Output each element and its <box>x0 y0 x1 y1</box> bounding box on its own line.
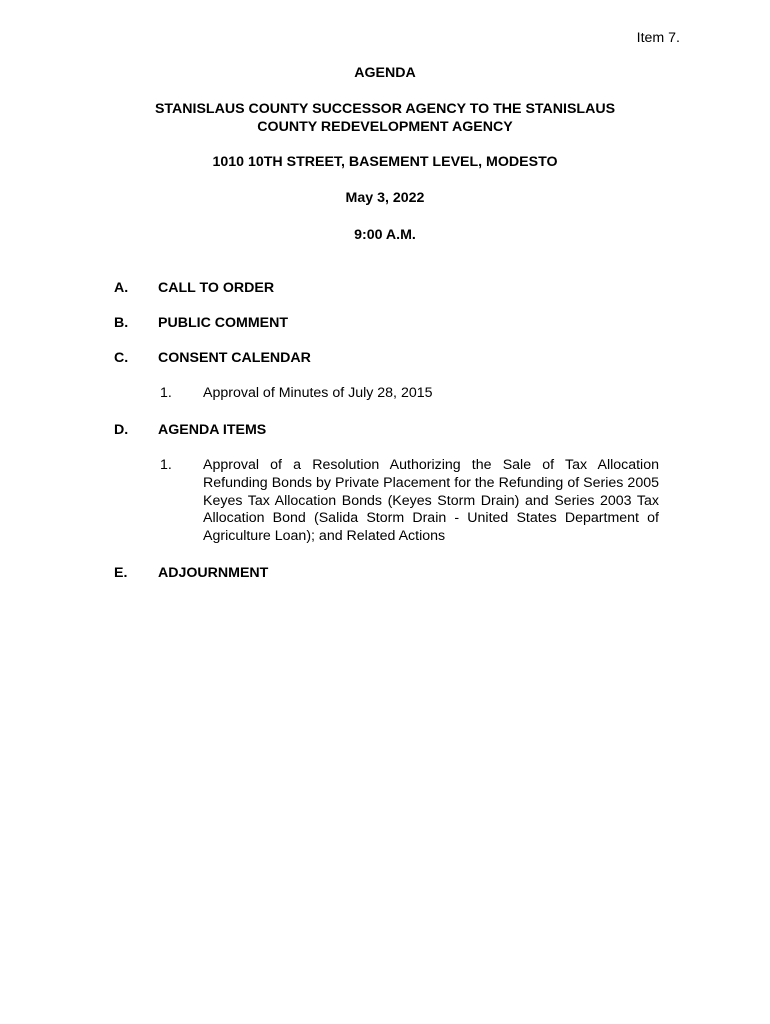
section-label: ADJOURNMENT <box>158 565 269 581</box>
meeting-date: May 3, 2022 <box>345 190 425 206</box>
agenda-heading: AGENDA <box>354 65 416 81</box>
meeting-address: 1010 10TH STREET, BASEMENT LEVEL, MODESTO <box>212 154 558 170</box>
section-label: PUBLIC COMMENT <box>158 315 289 331</box>
section-letter: D. <box>114 422 129 438</box>
section-label: AGENDA ITEMS <box>158 422 267 438</box>
agency-name <box>0 100 770 136</box>
section-label: CONSENT CALENDAR <box>158 350 311 366</box>
item-number: 1. <box>160 385 172 401</box>
agency-name-line-2: COUNTY REDEVELOPMENT AGENCY <box>257 119 513 135</box>
meeting-time: 9:00 A.M. <box>354 227 416 243</box>
section-letter: C. <box>114 350 129 366</box>
item-text: Approval of Minutes of July 28, 2015 <box>203 385 433 401</box>
section-letter: B. <box>114 315 129 331</box>
item-number: 1. <box>160 457 172 473</box>
section-label: CALL TO ORDER <box>158 280 275 296</box>
section-letter: E. <box>114 565 128 581</box>
item-reference: Item 7. <box>636 30 680 46</box>
section-letter: A. <box>114 280 129 296</box>
item-text: Approval of a Resolution Authorizing the Sale of Tax Allocation Refunding Bonds by Private Placement for the Refunding of Series 2005 Keyes Tax Allocation Bonds (Keyes Storm Drain) and Series 2003 Tax Allocation Bond (Salida Storm Drain - United States Department of Agriculture Loan); and Related Actions <box>203 457 659 545</box>
agency-name-line-1: STANISLAUS COUNTY SUCCESSOR AGENCY TO THE STANISLAUS <box>154 101 616 117</box>
